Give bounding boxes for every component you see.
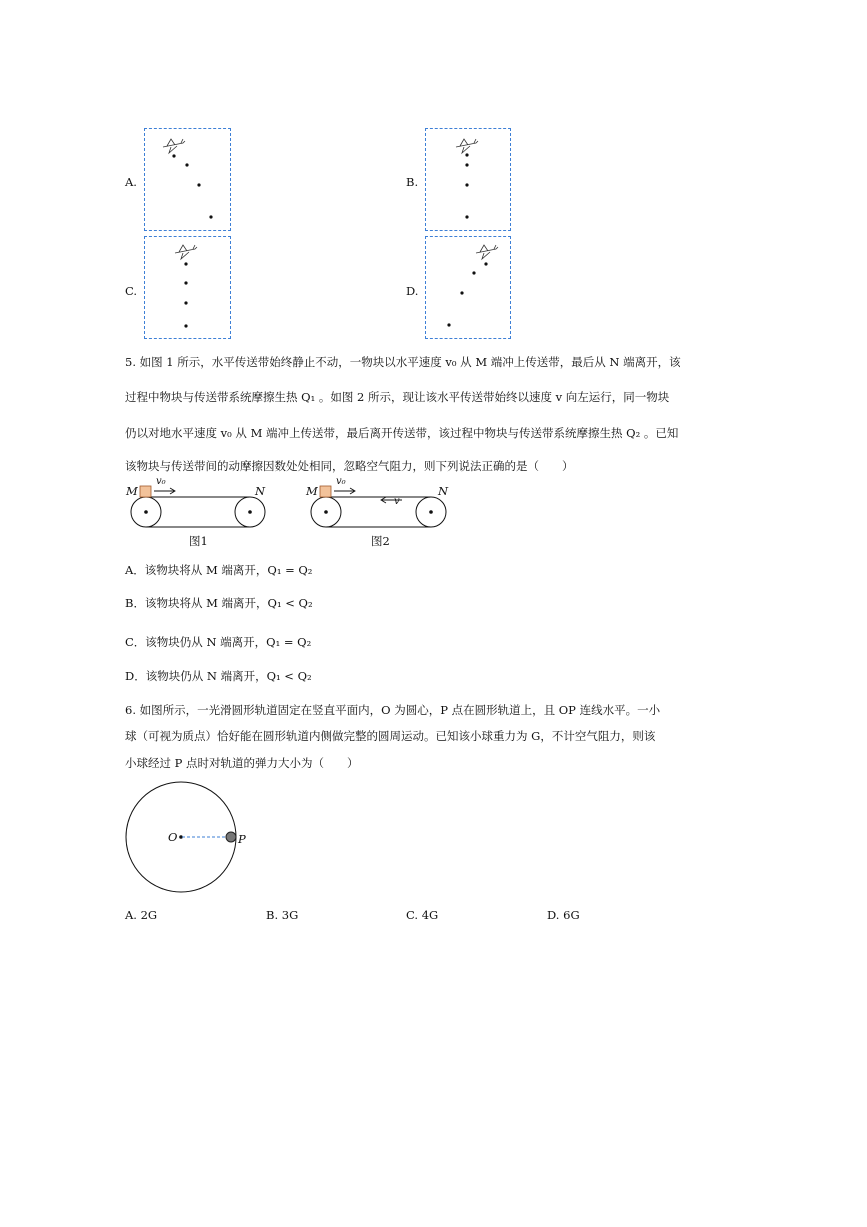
- q5-option-d[interactable]: D．该物块仍从 N 端离开，Q₁ < Q₂: [125, 669, 312, 683]
- figure-caption: 图1: [189, 534, 208, 548]
- figure-box: [144, 236, 231, 339]
- figure-box: [144, 128, 231, 231]
- label-m: M: [126, 484, 138, 498]
- q6-option-c[interactable]: C. 4G: [406, 908, 439, 922]
- plane-icon: [175, 245, 197, 259]
- label-o: O: [168, 830, 178, 844]
- drop-figure: [426, 237, 512, 340]
- label-v0: v₀: [336, 476, 346, 487]
- drop-figure: [426, 129, 512, 232]
- label-n: N: [438, 484, 449, 498]
- plane-icon: [456, 139, 478, 153]
- label-m: M: [306, 484, 318, 498]
- q6-option-a[interactable]: A. 2G: [125, 908, 158, 922]
- drop-figure: [145, 237, 232, 340]
- label-n: N: [255, 484, 266, 498]
- ball: [226, 832, 236, 842]
- q5-stem-line-2: 过程中物块与传送带系统摩擦生热 Q₁ 。如图 2 所示，现让该水平传送带始终以速度 v 向左运行，同一物块: [125, 390, 670, 404]
- plane-icon: [163, 139, 185, 153]
- figure-box: [425, 128, 511, 231]
- option-letter: C.: [125, 284, 138, 298]
- q6-stem-line-2: 球（可视为质点）恰好能在圆形轨道内侧做完整的圆周运动。已知该小球重力为 G，不计空气阻力，则该: [125, 729, 656, 743]
- block: [320, 486, 331, 497]
- q6-option-b[interactable]: B. 3G: [266, 908, 299, 922]
- q5-option-b[interactable]: B．该物块将从 M 端离开，Q₁ < Q₂: [125, 596, 313, 610]
- label-p: P: [238, 832, 246, 846]
- label-v: v: [394, 496, 400, 507]
- plane-icon: [476, 245, 498, 259]
- q5-stem-line-3: 仍以对地水平速度 v₀ 从 M 端冲上传送带，最后离开传送带，该过程中物块与传送带系统摩擦生热 Q₂ 。已知: [125, 426, 679, 440]
- q5-stem-line-1: 5. 如图 1 所示，水平传送带始终静止不动，一物块以水平速度 v₀ 从 M 端冲上传送带，最后从 N 端离开，该: [125, 355, 681, 369]
- block: [140, 486, 151, 497]
- conveyor-belt-static: [118, 480, 278, 540]
- q6-stem-line-3: 小球经过 P 点时对轨道的弹力大小为（ ）: [125, 756, 359, 770]
- option-letter: D.: [406, 284, 419, 298]
- drop-figure: [145, 129, 232, 232]
- q6-option-d[interactable]: D. 6G: [547, 908, 580, 922]
- q5-option-a[interactable]: A．该物块将从 M 端离开，Q₁ = Q₂: [125, 563, 313, 577]
- conveyor-belt-moving: [300, 480, 460, 540]
- q6-stem-line-1: 6. 如图所示，一光滑圆形轨道固定在竖直平面内，O 为圆心，P 点在圆形轨道上，且 OP 连线水平。一小: [125, 703, 661, 717]
- label-v0: v₀: [156, 476, 166, 487]
- figure-caption: 图2: [371, 534, 390, 548]
- option-letter: B.: [406, 175, 419, 189]
- q5-stem-line-4: 该物块与传送带间的动摩擦因数处处相同，忽略空气阻力，则下列说法正确的是（ ）: [125, 459, 574, 473]
- option-letter: A.: [125, 175, 137, 189]
- q5-option-c[interactable]: C．该物块仍从 N 端离开，Q₁ = Q₂: [125, 635, 312, 649]
- figure-box: [425, 236, 511, 339]
